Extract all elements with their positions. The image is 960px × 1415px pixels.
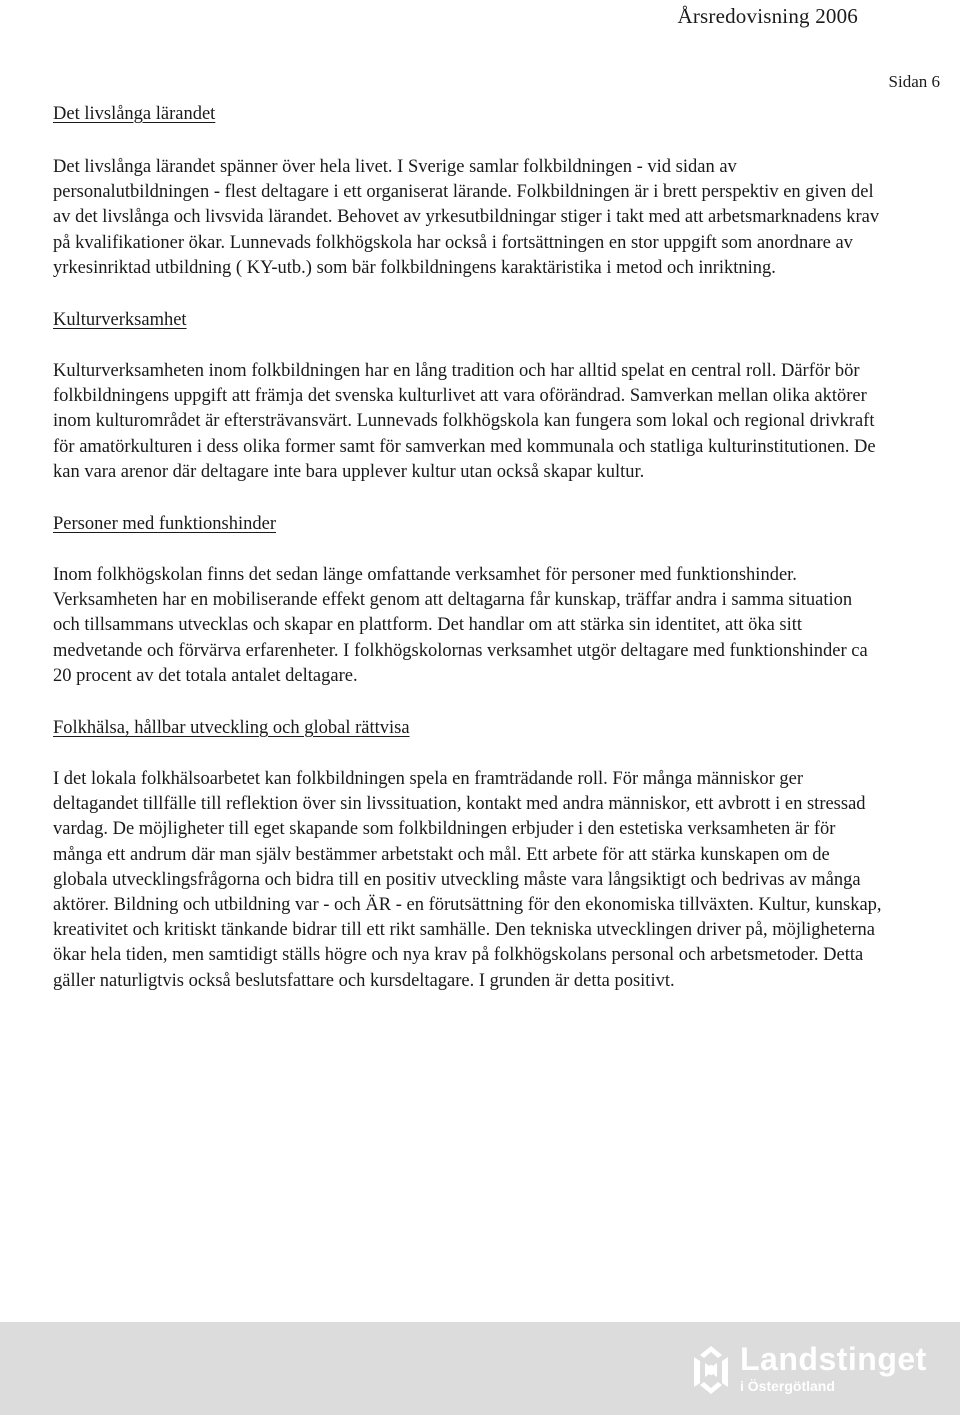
landstinget-emblem-icon (688, 1343, 734, 1397)
section-heading-kulturverksamhet: Kulturverksamhet (53, 310, 187, 331)
section-body-folkhalsa: I det lokala folkhälsoarbetet kan folkbildningen spela en framträdande roll. För många människor ger deltagandet tillfälle till reflektion över sin livssituation, kontakt med andra människor, ett avbrott i en stressad vardag. De möjligheter till eget skapande som folkbildningen erbjuder i den estetiska verksamheten är för många ett andrum där man själv bestämmer arbetstakt och mål. Ett arbete för att stärka kunskapen om de globala utvecklingsfrågorna och bidra till en positiv utveckling måste vara långsiktigt och bedrivas av många aktörer. Bildning och utbildning var - och ÄR - en förutsättning för den ekonomiska tillväxten. Kultur, kunskap, kreativitet och kritiskt tänkande bidrar till ett rikt samhälle. Den tekniska utvecklingen driver på, möjligheterna ökar hela tiden, men samtidigt ställs högre och nya krav på folkhögskolans personal och arbetsmetoder. Detta gäller naturligtvis också beslutsfattare och kursdeltagare. I grunden är detta positivt. (53, 769, 882, 991)
logo-name: Landstinget (740, 1341, 927, 1377)
document-content (53, 102, 883, 994)
section-heading-folkhalsa: Folkhälsa, hållbar utveckling och global rättvisa (53, 718, 410, 739)
logo-region: i Östergötland (740, 1378, 835, 1394)
section-body-kulturverksamhet: Kulturverksamheten inom folkbildningen har en lång tradition och har alltid spelat en central roll. Därför bör folkbildningens uppgift att främja det svenska kulturlivet att vara oförändrad. Samverkan mellan olika aktörer inom kulturområdet är eftersträvansvärt. Lunnevads folkhögskola kan fungera som lokal och regional drivkraft för amatörkulturen i dess olika former samt för samverkan med kommunala och statliga kulturinstitutionen. De kan vara arenor där deltagare inte bara upplever kultur utan också skapar kultur. (53, 361, 876, 482)
page-number: Sidan 6 (888, 72, 940, 91)
landstinget-logo (688, 1341, 928, 1401)
document-title: Årsredovisning 2006 (677, 4, 858, 28)
section-heading-funktionshinder: Personer med funktionshinder (53, 514, 276, 535)
section-heading-livslanga-larandet: Det livslånga lärandet (53, 104, 216, 124)
section-body-livslanga-larandet: Det livslånga lärandet spänner över hela livet. I Sverige samlar folkbildningen - vid sidan av personalutbildningen - flest deltagare i ett organiserat lärande. Folkbildningen är i brett perspektiv en given del av det livslånga och livsvida lärandet. Behovet av yrkesutbildningar stiger i takt med att arbetsmarknadens krav på kvalifikationer ökar. Lunnevads folkhögskola har också i fortsättningen en stor uppgift som anordnare av yrkesinriktad utbildning ( KY-utb.) som bär folkbildningens karaktäristika i metod och inriktning. (53, 157, 880, 278)
section-body-funktionshinder: Inom folkhögskolan finns det sedan länge omfattande verksamhet för personer med funktionshinder. Verksamheten har en mobiliserande effekt genom att deltagarna får kunskap, träffar andra i samma situation och tillsammans utvecklas och skapar en plattform. Det handlar om att stärka sin identitet, att öka sitt medvetande och förvärva erfarenheter. I folkhögskolornas verksamhet utgör deltagare med funktionshinder ca 20 procent av det totala antalet deltagare. (53, 565, 868, 686)
